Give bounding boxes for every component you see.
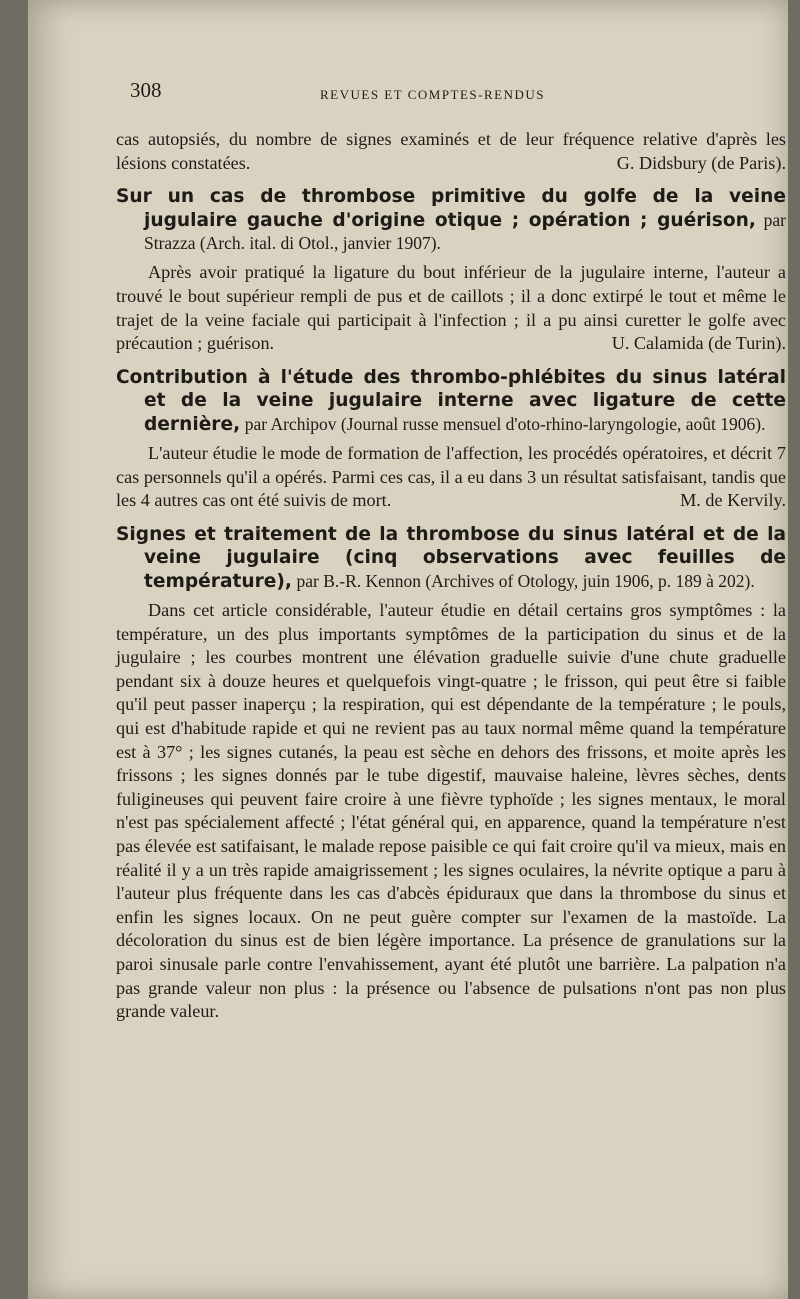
continuation-signature: G. Didsbury (de Paris). [616,152,786,173]
page-header [130,78,770,108]
book-page [28,0,788,1299]
article-1 [116,185,786,356]
article-3-body: Dans cet article considérable, l'auteur étudie en détail certains gros symptômes : la température, un des plus importants symptômes de la participation du sinus et de la jugulaire ; les courbes montrent une élévation graduelle suivie d'une chute graduelle pendant six à douze heures et quelquefois vingt-quatre ; le frisson, qui peut être si faible qu'il peut passer inaperçu ; la respiration, qui est dépendante de la température ; le pouls, qui est d'habitude rapide et qui ne revient pas au taux normal même quand la température est à 37° ; les signes cutanés, la peau est sèche en dehors des frissons, et moite après les frissons ; les signes donnés par le tube digestif, mauvaise haleine, lèvres sèches, dents fuligineuses qui peuvent faire croire à une fièvre typhoïde ; les signes mentaux, le moral n'est pas spécialement affecté ; l'état général qui, en apparence, quand la température n'est pas élevée est satifaisant, le malade repose paisible ce qui fait croire qu'il va mieux, mais en réalité il y a un très rapide amaigrissement ; les signes oculaires, la névrite optique a paru à l'auteur plus fréquente dans les cas d'abcès épiduraux que dans la thrombose du sinus et enfin les signes locaux. On ne peut guère compter sur l'examen de la mastoïde. La décoloration du sinus est de bien légère importance. La présence de granulations sur la paroi sinusale parle contre l'envahissement, ayant été plutôt une barrière. La palpation n'a pas grande valeur non plus : la présence ou l'absence de pulsations n'ont pas non plus grande valeur. [116,600,786,1022]
continuation-block [116,128,786,175]
article-1-body-wrap [116,261,786,355]
article-2-heading [116,366,786,436]
article-3-reference: par B.-R. Kennon (Archives of Otology, juin 1906, p. 189 à 202). [296,570,755,591]
page-content [116,128,786,1024]
continuation-text: cas autopsiés, du nombre de signes examinés et de leur fréquence relative d'après les lésions constatées. [116,129,786,173]
article-1-title: Sur un cas de thrombose primitive du golfe de la veine jugulaire gauche d'origine otique ; opération ; guérison, [116,186,786,231]
article-2-signature: M. de Kervily. [680,490,786,511]
article-1-signature: U. Calamida (de Turin). [611,333,786,354]
article-3 [116,523,786,1024]
article-1-reference: par Strazza (Arch. ital. di Otol., janvier 1907). [144,209,787,253]
page-number: 308 [130,78,162,102]
article-3-heading [116,523,786,593]
article-2-reference: par Archipov (Journal russe mensuel d'oto-rhino-laryngologie, août 1906). [244,413,766,434]
article-2 [116,366,786,513]
article-1-body: Après avoir pratiqué la ligature du bout inférieur de la jugulaire interne, l'auteur a trouvé le bout supérieur rempli de pus et de caillots ; il a donc extirpé le tout et même le trajet de la veine faciale qui participait à l'infection ; il a pu ainsi curetter le golfe avec précaution ; guérison. [116,262,786,354]
running-head: REVUES ET COMPTES-RENDUS [320,87,546,102]
article-3-title: Signes et traitement de la thrombose du sinus latéral et de la veine jugulaire (cinq observations avec feuilles de température), [116,523,786,592]
article-1-heading [116,185,786,255]
article-2-title: Contribution à l'étude des thrombo-phlébites du sinus latéral et de la veine jugulaire interne avec ligature de cette dernière, [116,366,786,435]
article-2-body: L'auteur étudie le mode de formation de l'affection, les procédés opératoires, et décrit 7 cas personnels qu'il a opérés. Parmi ces cas, il a eu dans 3 un résultat satisfaisant, tandis que les 4 autres cas ont été suivis de mort. [116,443,786,511]
article-2-body-wrap [116,442,786,513]
